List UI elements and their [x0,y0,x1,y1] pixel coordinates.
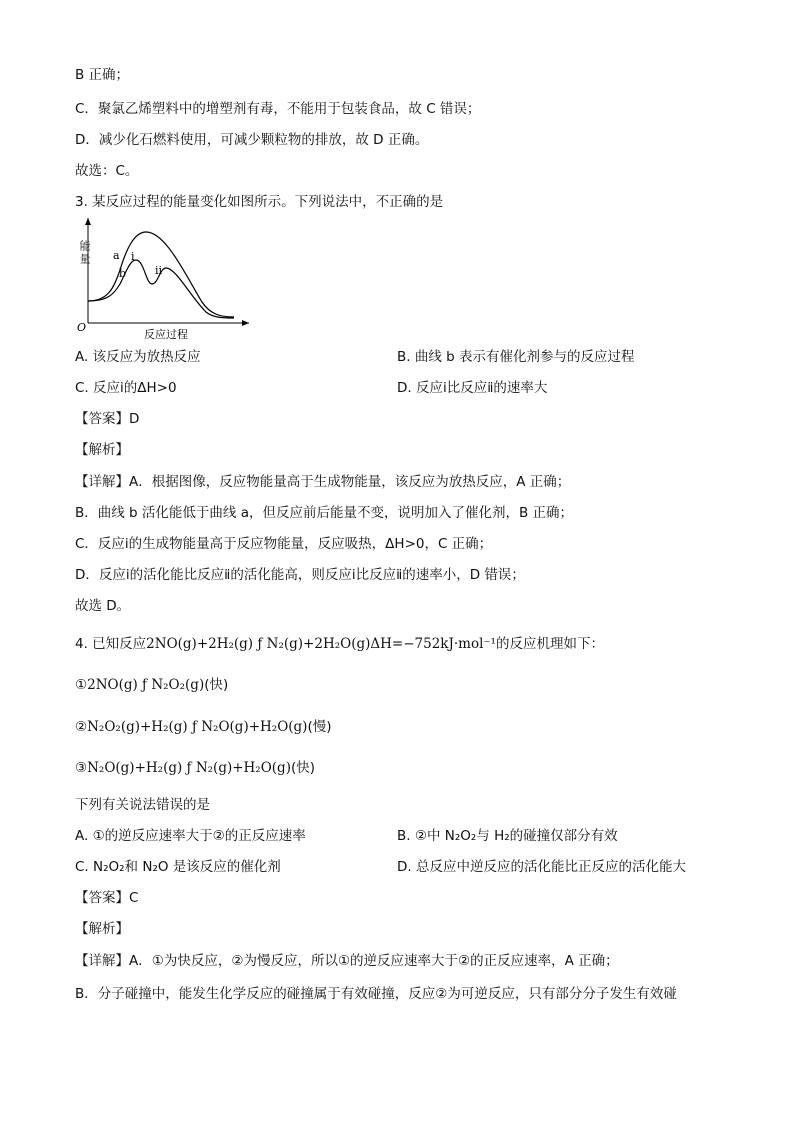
line-b-correct: B 正确； [75,67,130,83]
step-2-eq: N₂O₂(g)+H₂(g) ƒ N₂O(g)+H₂O(g) [87,719,308,735]
line-d-correct: D．减少化石燃料使用，可减少颗粒物的排放，故 D 正确。 [75,132,429,148]
q4-option-d: D. 总反应中逆反应的活化能比正反应的活化能大 [397,859,686,875]
q4-detail-a: 【详解】A．①为快反应，②为慢反应，所以①的逆反应速率大于②的正反应速率，A 正确； [75,953,619,969]
q4-suffix: 的反应机理如下： [495,636,604,652]
label-a: a [113,249,120,262]
label-b: b [119,267,127,280]
line-c-wrong: C．聚氯乙烯塑料中的增塑剂有毒，不能用于包装食品，故 C 错误； [75,101,481,117]
q4-answer: 【答案】C [75,890,139,906]
step-2 [75,718,332,736]
label-ii: ii [155,264,163,277]
x-arrow [242,320,249,326]
q4-analysis-title: 【解析】 [75,921,129,937]
q3-choose: 故选 D。 [75,598,131,614]
x-axis-label: 反应过程 [144,328,188,341]
q4-option-a: A. ①的逆反应速率大于②的正反应速率 [75,828,306,844]
question-4 [75,635,604,653]
q3-option-b: B. 曲线 b 表示有催化剂参与的反应过程 [397,349,635,365]
step-3-num: ③ [75,760,88,776]
q3-option-c: C. 反应ⅰ的ΔH>0 [75,380,177,396]
q4-detail-b: B．分子碰撞中，能发生化学反应的碰撞属于有效碰撞，反应②为可逆反应，只有部分分子发生有效碰 [75,986,677,1002]
label-i: i [131,250,135,263]
line-choose-c: 故选：C。 [75,163,139,179]
step-2-tag: (慢) [307,719,332,735]
q4-option-c: C. N₂O₂和 N₂O 是该反应的催化剂 [75,859,281,875]
q3-option-d: D. 反应ⅰ比反应ⅱ的速率大 [397,380,548,396]
q4-ask: 下列有关说法错误的是 [75,797,210,813]
step-3-tag: (快) [290,760,316,776]
step-1-num: ① [75,677,88,693]
q3-option-a: A. 该反应为放热反应 [75,349,201,365]
y-arrow [85,218,91,225]
q3-detail-a: 【详解】A．根据图像，反应物能量高于生成物能量，该反应为放热反应，A 正确； [75,474,571,490]
q4-equation: 2NO(g)+2H₂(g) ƒ N₂(g)+2H₂O(g)ΔH=−752kJ·mol⁻¹ [146,636,496,652]
q4-prefix: 4. 已知反应 [75,636,147,652]
question-3: 3. 某反应过程的能量变化如图所示。下列说法中，不正确的是 [75,194,444,210]
step-1-tag: (快) [204,677,229,693]
y-axis-label: 能量 [78,240,91,266]
step-2-num: ② [75,719,88,735]
origin-label: O [77,321,87,334]
q3-analysis-title: 【解析】 [75,442,129,458]
q3-detail-d: D．反应ⅰ的活化能比反应ⅱ的活化能高，则反应ⅰ比反应ⅱ的速率小，D 错误； [75,567,525,583]
step-1-eq: 2NO(g) ƒ N₂O₂(g) [87,677,205,693]
step-1 [75,676,228,694]
step-3-eq: N₂O(g)+H₂(g) ƒ N₂(g)+H₂O(g) [87,760,291,776]
q3-answer: 【答案】D [75,411,140,427]
q3-detail-c: C．反应ⅰ的生成物能量高于反应物能量，反应吸热，ΔH>0，C 正确； [75,536,493,552]
q4-option-b: B. ②中 N₂O₂与 H₂的碰撞仅部分有效 [397,828,618,844]
step-3 [75,759,315,777]
energy-diagram [74,218,254,343]
q3-detail-b: B．曲线 b 活化能低于曲线 a，但反应前后能量不变，说明加入了催化剂，B 正确； [75,505,574,521]
